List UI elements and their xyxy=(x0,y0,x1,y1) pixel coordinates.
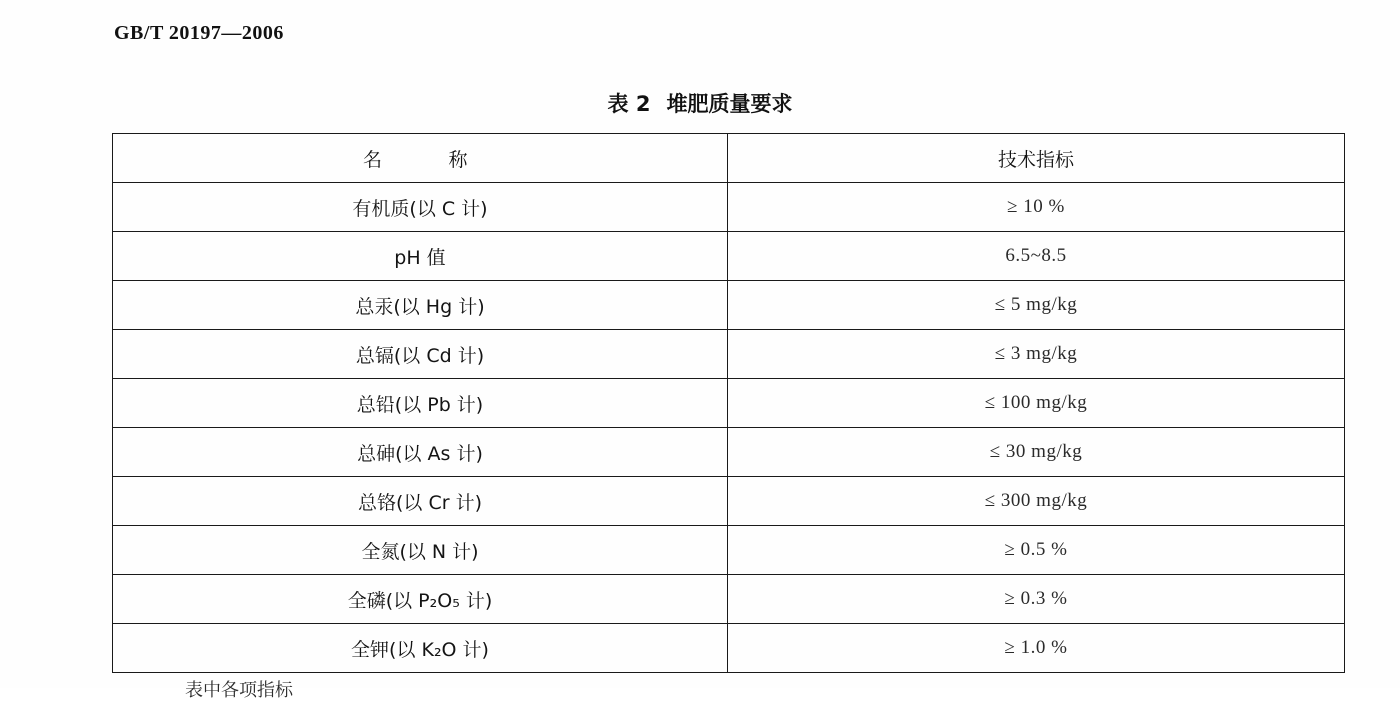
row-value: ≥ 10 % xyxy=(728,183,1345,232)
table-row xyxy=(113,575,1345,624)
table-row xyxy=(113,281,1345,330)
table-row xyxy=(113,428,1345,477)
row-name: 全钾(以 K₂O 计) xyxy=(113,624,728,673)
row-name: pH 值 xyxy=(113,232,728,281)
table-caption-title: 堆肥质量要求 xyxy=(666,92,793,116)
table-row xyxy=(113,183,1345,232)
row-name: 有机质(以 C 计) xyxy=(113,183,728,232)
row-name: 总镉(以 Cd 计) xyxy=(113,330,728,379)
table-row xyxy=(113,477,1345,526)
row-value: ≥ 0.5 % xyxy=(728,526,1345,575)
row-name: 全磷(以 P₂O₅ 计) xyxy=(113,575,728,624)
table-row xyxy=(113,526,1345,575)
row-value: ≥ 0.3 % xyxy=(728,575,1345,624)
row-name: 总铬(以 Cr 计) xyxy=(113,477,728,526)
table-row xyxy=(113,379,1345,428)
column-header-value: 技术指标 xyxy=(728,134,1345,183)
table-body xyxy=(113,183,1345,673)
row-name: 总铅(以 Pb 计) xyxy=(113,379,728,428)
row-name: 全氮(以 N 计) xyxy=(113,526,728,575)
row-value: 6.5~8.5 xyxy=(728,232,1345,281)
table-row xyxy=(113,624,1345,673)
row-value: ≤ 300 mg/kg xyxy=(728,477,1345,526)
compost-quality-table-container xyxy=(112,133,1344,673)
table-row xyxy=(113,330,1345,379)
row-value: ≤ 3 mg/kg xyxy=(728,330,1345,379)
table-caption-number: 表 2 xyxy=(607,92,651,116)
row-value: ≥ 1.0 % xyxy=(728,624,1345,673)
table-header-row xyxy=(113,134,1345,183)
footer-partial-text: 表中各项指标 xyxy=(185,680,293,701)
column-header-name: 名 称 xyxy=(113,134,728,183)
row-name: 总汞(以 Hg 计) xyxy=(113,281,728,330)
standard-code: GB/T 20197—2006 xyxy=(114,22,284,44)
row-value: ≤ 30 mg/kg xyxy=(728,428,1345,477)
row-value: ≤ 5 mg/kg xyxy=(728,281,1345,330)
table-caption xyxy=(0,88,1400,118)
row-value: ≤ 100 mg/kg xyxy=(728,379,1345,428)
table-row xyxy=(113,232,1345,281)
row-name: 总砷(以 As 计) xyxy=(113,428,728,477)
compost-quality-table xyxy=(112,133,1345,673)
